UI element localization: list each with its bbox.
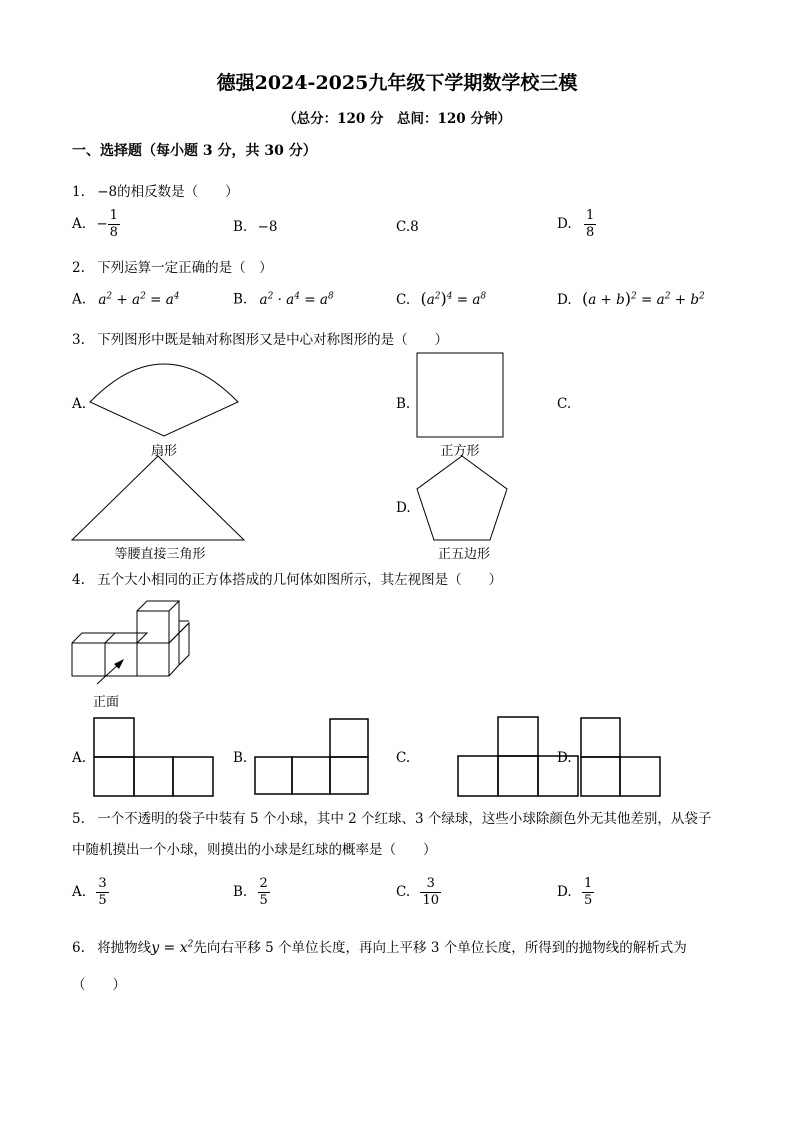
- caption-triangle: 等腰直接三角形: [114, 547, 206, 562]
- option-letter: C.: [396, 292, 411, 308]
- option-letter: A.: [72, 291, 87, 308]
- option-text: −8: [257, 219, 278, 235]
- option-expression: $a^2 \cdot a^4 = a^8$: [259, 291, 334, 308]
- option-letter: B.: [233, 219, 248, 235]
- q3-option-c-letter[interactable]: C.: [557, 396, 572, 412]
- caption-square: 正方形: [440, 444, 480, 459]
- question-number: 3.: [72, 332, 85, 348]
- q4-option-b-letter[interactable]: B.: [233, 750, 248, 766]
- option-letter: B.: [233, 291, 248, 308]
- q6-answer-paren: （ ）: [72, 977, 126, 993]
- option-expression: $(a^2)^4 = a^8$: [420, 289, 487, 308]
- q5-option-b[interactable]: [233, 876, 270, 909]
- option-sign: −: [96, 216, 108, 232]
- q3-option-a-letter[interactable]: A.: [72, 396, 87, 412]
- option-letter: C.: [396, 884, 411, 900]
- q5-stem-line2: 中随机摸出一个小球，则摸出的小球是红球的概率是（ ）: [72, 842, 437, 858]
- page-title: 德强2024-2025九年级下学期数学校三模: [216, 72, 578, 94]
- q4-stem: 五个大小相同的正方体搭成的几何体如图所示，其左视图是（ ）: [97, 572, 503, 588]
- option-letter: B.: [233, 884, 248, 900]
- question-6: [72, 936, 687, 956]
- fraction: $\frac{1}{8}$: [585, 208, 595, 240]
- q6-stem-post: 先向右平移 5 个单位长度，再向上平移 3 个单位长度，所得到的抛物线的解析式为: [193, 940, 687, 956]
- q6-function: $y = x^2$: [151, 939, 194, 956]
- front-label: 正面: [93, 695, 120, 710]
- q5-option-c[interactable]: [396, 876, 441, 909]
- option-letter: D.: [557, 884, 572, 900]
- option-expression: $(a + b)^2 = a^2 + b^2$: [581, 289, 705, 308]
- fraction: $\frac{1}{8}$: [109, 208, 118, 240]
- option-letter: A.: [72, 216, 87, 232]
- q4-option-c-letter[interactable]: C.: [396, 750, 411, 766]
- caption-sector: 扇形: [150, 444, 177, 459]
- option-expression: $a^2 + a^2 = a^4$: [98, 291, 180, 308]
- q1-stem: 的相反数是（ ）: [117, 184, 239, 200]
- q5-option-d[interactable]: [557, 876, 594, 909]
- option-letter: C.: [396, 219, 411, 235]
- question-number: 5.: [72, 811, 85, 827]
- section-heading: 一、选择题（每小题 3 分，共 30 分）: [72, 143, 317, 159]
- fraction: $\frac{3}{5}$: [98, 876, 107, 908]
- caption-pentagon: 正五边形: [437, 547, 490, 562]
- exam-info: （总分：120 分 总间：120 分钟）: [283, 111, 511, 127]
- question-number: 6.: [72, 940, 85, 956]
- q3-option-d-letter[interactable]: D.: [396, 500, 411, 516]
- q4-option-d-letter[interactable]: D.: [557, 750, 572, 766]
- question-number: 4.: [72, 572, 85, 588]
- fraction: $\frac{3}{10}$: [422, 876, 439, 908]
- option-letter: D.: [557, 292, 572, 308]
- q3-stem: 下列图形中既是轴对称图形又是中心对称图形的是（ ）: [97, 332, 449, 348]
- option-letter: A.: [72, 884, 87, 900]
- fraction: $\frac{1}{5}$: [583, 876, 593, 908]
- q4-option-a-letter[interactable]: A.: [72, 750, 87, 766]
- q1-value: −8: [97, 184, 118, 200]
- q5-stem-line1: 一个不透明的袋子中装有 5 个小球，其中 2 个红球、3 个绿球，这些小球除颜色外无其他差别，从袋子: [97, 811, 712, 827]
- option-text: 8: [410, 219, 419, 235]
- option-letter: D.: [557, 216, 572, 232]
- q3-option-b-letter[interactable]: B.: [396, 396, 411, 412]
- q2-stem: 下列运算一定正确的是（ ）: [97, 260, 273, 276]
- question-number: 1.: [72, 184, 85, 200]
- question-number: 2.: [72, 260, 85, 276]
- question-5: [72, 807, 711, 827]
- q5-option-a[interactable]: [72, 876, 109, 909]
- fraction: $\frac{2}{5}$: [259, 876, 268, 908]
- q6-stem-pre: 将抛物线: [97, 940, 152, 956]
